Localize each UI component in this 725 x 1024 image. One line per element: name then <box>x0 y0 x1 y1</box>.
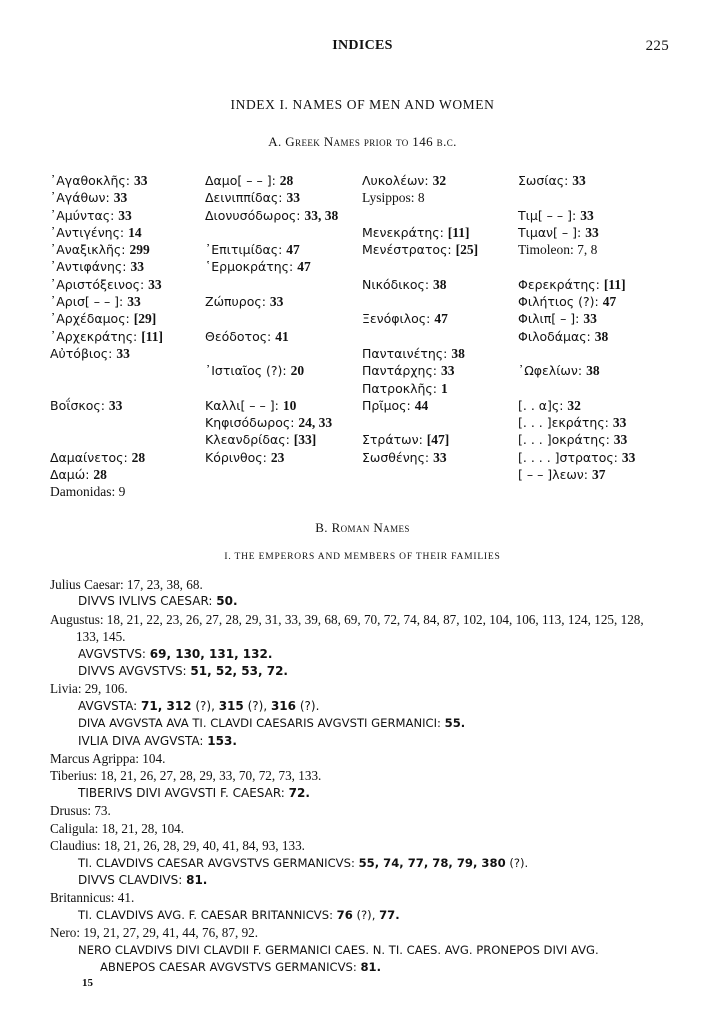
entry-reference: 33 <box>286 190 300 206</box>
entry-britannicus: Britannicus: 41. <box>50 890 135 906</box>
entry-reference: [47] <box>426 432 450 448</box>
entry-reference: 23 <box>270 449 285 465</box>
entry-reference: 28 <box>93 467 107 483</box>
spacer <box>518 380 635 397</box>
entry-name: Στράτων: <box>362 432 427 448</box>
index-entry <box>205 293 338 310</box>
spacer <box>50 362 163 379</box>
entry-name: Τιμαν[ – ]: <box>518 224 586 240</box>
entry-reference: 33 <box>612 415 627 431</box>
greek-column-4 <box>518 172 635 483</box>
index-entry <box>518 414 635 431</box>
inscription-line: DIVVS CLAVDIVS: 81. <box>78 872 208 887</box>
entry-name: Βοΐσκος: <box>50 397 109 413</box>
section-b-subtitle: I. THE EMPERORS AND MEMBERS OF THEIR FAMILIES <box>224 552 501 562</box>
index-entry <box>50 207 163 224</box>
entry-name: ᾽Αρχεκράτης: <box>50 328 142 344</box>
entry-reference: [33] <box>293 432 317 448</box>
index-entry <box>50 172 163 189</box>
entry-name: Ζώπυρος: <box>205 294 270 310</box>
entry-reference: 24, 33 <box>298 415 333 431</box>
inscription-line: IVLIA DIVA AVGVSTA: 153. <box>78 733 237 748</box>
page-number: 225 <box>645 38 669 54</box>
inscription-line: TI. CLAVDIVS AVG. F. CAESAR BRITANNICVS: 76 (?), 77. <box>78 907 400 922</box>
entry-reference: 47 <box>286 242 300 258</box>
index-entry <box>50 241 163 258</box>
spacer <box>50 431 163 448</box>
inscription-line: DIVVS AVGVSTVS: 51, 52, 53, 72. <box>78 664 288 679</box>
entry-nero: Nero: 19, 21, 27, 29, 41, 44, 76, 87, 92. <box>50 925 259 941</box>
index-entry <box>518 224 635 241</box>
spacer <box>205 224 338 241</box>
entry-name: Ξενόφιλος: <box>362 311 435 327</box>
index-entry <box>205 431 338 448</box>
index-entry <box>50 189 163 206</box>
entry-name: Πατροκλῆς: <box>362 380 441 396</box>
entry-name: Φερεκράτης: <box>518 276 604 292</box>
entry-reference: 33 <box>130 259 144 275</box>
inscription-line: TIBERIVS DIVI AVGVSTI F. CAESAR: 72. <box>78 785 310 800</box>
spacer <box>362 414 478 431</box>
entry-name: Φιλήτιος (?): <box>518 294 603 310</box>
entry-name: Διονυσόδωρος: <box>205 207 305 223</box>
entry-name: ᾽Αγάθων: <box>50 190 114 206</box>
entry-reference: 10 <box>282 397 297 413</box>
index-entry <box>518 241 635 258</box>
index-entry <box>518 449 635 466</box>
entry-reference: 32 <box>567 397 581 413</box>
entry-reference: [11] <box>141 328 163 344</box>
greek-column-1 <box>50 172 163 501</box>
index-entry <box>50 224 163 241</box>
entry-name: ᾽Αρχέδαμος: <box>50 311 134 327</box>
entry-livia: Livia: 29, 106. <box>50 681 128 697</box>
entry-reference: 47 <box>297 259 311 275</box>
index-entry <box>50 449 163 466</box>
section-b-title: B. Roman Names <box>315 520 410 535</box>
greek-column-3 <box>362 172 478 466</box>
entry-julius-caesar: Julius Caesar: 17, 23, 38, 68. <box>50 577 203 592</box>
index-entry <box>50 328 163 345</box>
entry-name: Δεινιππίδας: <box>205 190 287 206</box>
entry-name: [. . . . ]στρατος: <box>518 449 622 465</box>
entry-reference: [11] <box>603 276 626 292</box>
index-entry <box>50 293 163 310</box>
entry-reference: 33 <box>269 294 284 310</box>
entry-reference: 33 <box>108 397 123 413</box>
entry-reference: 33 <box>580 207 594 223</box>
index-entry <box>205 258 338 275</box>
spacer <box>50 380 163 397</box>
entry-name: Τιμ[ – – ]: <box>518 207 581 223</box>
index-entry <box>362 380 478 397</box>
index-entry <box>518 293 635 310</box>
index-entry <box>205 397 338 414</box>
entry-name: Νικόδικος: <box>362 276 434 292</box>
entry-name: Πρῖμος: <box>362 397 415 413</box>
index-entry <box>362 241 478 258</box>
spacer <box>362 207 478 224</box>
entry-claudius: Claudius: 18, 21, 26, 28, 29, 40, 41, 84, 93, 133. <box>50 838 305 854</box>
entry-name: Φιλοδάμας: <box>518 328 595 344</box>
entry-reference: 33 <box>572 173 586 188</box>
index-entry <box>205 414 338 431</box>
entry-reference: 38 <box>594 328 609 344</box>
index-entry <box>362 362 478 379</box>
entry-name: [. . α]ς: <box>518 397 568 413</box>
inscription-line: AVGVSTVS: 69, 130, 131, 132. <box>78 646 273 661</box>
entry-reference: 28 <box>279 173 294 188</box>
spacer <box>518 189 635 206</box>
entry-reference: 37 <box>591 467 606 483</box>
entry-name: Κόρινθος: <box>205 449 271 465</box>
entry-name: [. . . ]οκράτης: <box>518 432 614 448</box>
index-entry <box>362 276 478 293</box>
entry-reference: 33 <box>148 276 162 292</box>
spacer <box>518 345 635 362</box>
spacer <box>205 276 338 293</box>
inscription-line: DIVVS IVLIVS CAESAR: 50. <box>78 594 238 609</box>
signature-mark: 15 <box>82 977 93 989</box>
entry-reference: [29] <box>133 311 157 327</box>
index-entry <box>518 172 635 189</box>
spacer <box>205 310 338 327</box>
entry-name: ᾽Αρισ[ – – ]: <box>50 294 128 310</box>
index-entry <box>362 449 478 466</box>
entry-reference: 33 <box>585 224 599 240</box>
entry-reference: 33 <box>583 311 597 327</box>
entry-name: ᾽Αντιφάνης: <box>50 259 131 275</box>
entry-augustus: Augustus: 18, 21, 22, 23, 26, 27, 28, 29, 31, 33, 39, 68, 69, 70, 72, 74, 84, 87, 102, 104, 106, 113, 124, 125, 128, <box>50 611 644 627</box>
entry-name: Σωσίας: <box>518 173 573 188</box>
index-entry <box>518 310 635 327</box>
entry-name: Κλεανδρίδας: <box>205 432 294 448</box>
index-entry <box>205 207 338 224</box>
entry-reference: 33 <box>433 449 447 465</box>
index-entry <box>518 397 635 414</box>
index-entry <box>362 431 478 448</box>
entry-name: Πανταινέτης: <box>362 345 452 361</box>
inscription-line: TI. CLAVDIVS CAESAR AVGVSTVS GERMANICVS: 55, 74, 77, 78, 79, 380 (?). <box>78 855 529 870</box>
entry-name: ᾽Αντιγένης: <box>50 224 129 240</box>
entry-reference: 32 <box>432 173 447 188</box>
entry-reference: 47 <box>602 294 617 310</box>
entry-reference: [11] <box>447 224 470 240</box>
entry-reference: 33 <box>127 294 141 310</box>
index-entry <box>518 207 635 224</box>
index-entry <box>50 310 163 327</box>
entry-name: Παντάρχης: <box>362 363 441 379</box>
entry-name: Δαμαίνετος: <box>50 449 132 465</box>
spacer <box>362 258 478 275</box>
entry-name: ᾽Ωφελίων: <box>518 363 587 379</box>
index-entry <box>205 172 338 189</box>
index-entry <box>50 276 163 293</box>
spacer <box>205 345 338 362</box>
entry-name: ῾Ερμοκράτης: <box>205 259 298 275</box>
entry-reference: 1 <box>440 380 448 396</box>
entry-name: Δαμώ: <box>50 467 94 483</box>
entry-name: [ – – ]λεων: <box>518 467 592 483</box>
entry-name: Φιλιπ[ – ]: <box>518 311 584 327</box>
entry-augustus-cont: 133, 145. <box>76 629 126 645</box>
index-entry <box>518 328 635 345</box>
entry-name: Κηφισόδωρος: <box>205 415 299 431</box>
entry-name: Lysippos: 8 <box>362 190 425 206</box>
entry-name: Damonidas: 9 <box>50 484 126 500</box>
spacer <box>362 293 478 310</box>
index-entry <box>205 189 338 206</box>
entry-name: Λυκολέων: <box>362 173 433 188</box>
entry-tiberius: Tiberius: 18, 21, 26, 27, 28, 29, 33, 70, 72, 73, 133. <box>50 768 322 784</box>
index-entry <box>362 224 478 241</box>
entry-name: [. . . ]εκράτης: <box>518 415 613 431</box>
greek-column-2 <box>205 172 338 466</box>
entry-reference: 33 <box>133 173 148 188</box>
index-entry <box>518 466 635 483</box>
index-entry <box>50 397 163 414</box>
entry-marcus-agrippa: Marcus Agrippa: 104. <box>50 751 166 767</box>
index-entry <box>50 258 163 275</box>
entry-reference: 38 <box>586 363 600 379</box>
spacer <box>205 380 338 397</box>
entry-reference: 299 <box>129 242 150 258</box>
entry-name: ᾽Αριστόξεινος: <box>50 276 149 292</box>
entry-name: Σωσθένης: <box>362 449 434 465</box>
index-entry <box>518 276 635 293</box>
entry-name: Αὐτόβιος: <box>50 345 117 361</box>
index-entry <box>205 449 338 466</box>
entry-caligula: Caligula: 18, 21, 28, 104. <box>50 820 185 836</box>
entry-name: ᾽Αγαθοκλῆς: <box>50 173 134 188</box>
index-title: INDEX I. NAMES OF MEN AND WOMEN <box>230 97 495 112</box>
spacer <box>362 328 478 345</box>
entry-reference: 33 <box>118 207 132 223</box>
entry-reference: 47 <box>434 311 448 327</box>
index-entry <box>518 431 635 448</box>
index-entry <box>205 328 338 345</box>
entry-drusus: Drusus: 73. <box>50 803 111 819</box>
entry-reference: 44 <box>414 397 429 413</box>
spacer <box>518 258 635 275</box>
inscription-line: NERO CLAVDIVS DIVI CLAVDII F. GERMANICI CAES. N. TI. CAES. AVG. PRONEPOS DIVI AVG. <box>78 942 599 957</box>
entry-reference: 28 <box>131 449 146 465</box>
entry-reference: [25] <box>455 242 479 258</box>
entry-reference: 33 <box>621 449 636 465</box>
entry-reference: 33, 38 <box>304 207 339 223</box>
inscription-line: AVGVSTA: 71, 312 (?), 315 (?), 316 (?). <box>78 698 320 713</box>
section-a-title: A. Greek Names prior to 146 b.c. <box>268 134 457 149</box>
index-entry <box>362 189 478 206</box>
index-entry <box>362 172 478 189</box>
index-entry <box>205 362 338 379</box>
entry-name: Θεόδοτος: <box>205 328 276 344</box>
inscription-line: ABNEPOS CAESAR AVGVSTVS GERMANICVS: 81. <box>100 959 382 974</box>
spacer <box>50 414 163 431</box>
entry-reference: 38 <box>451 345 465 361</box>
entry-reference: 14 <box>128 224 142 240</box>
entry-reference: 33 <box>113 190 128 206</box>
entry-name: Δαμο[ – – ]: <box>205 173 280 188</box>
index-entry <box>362 345 478 362</box>
entry-name: Καλλι[ – – ]: <box>205 397 283 413</box>
entry-name: ᾽Ιστιαῖος (?): <box>205 363 291 379</box>
roman-names-list <box>50 576 675 976</box>
entry-reference: 41 <box>275 328 289 344</box>
entry-reference: 38 <box>433 276 447 292</box>
index-entry <box>50 466 163 483</box>
index-entry <box>50 345 163 362</box>
running-title: INDICES <box>332 38 393 53</box>
entry-reference: 33 <box>441 363 455 379</box>
index-entry <box>362 310 478 327</box>
index-entry <box>362 397 478 414</box>
entry-name: Μενέστρατος: <box>362 242 456 258</box>
entry-name: Timoleon: 7, 8 <box>518 242 598 258</box>
entry-reference: 33 <box>116 345 130 361</box>
entry-reference: 20 <box>290 363 305 379</box>
index-entry <box>518 362 635 379</box>
entry-name: ᾽Επιτιμίδας: <box>205 242 287 258</box>
inscription-line: DIVA AVGVSTA AVA TI. CLAVDI CAESARIS AVGVSTI GERMANICI: 55. <box>78 716 466 731</box>
index-entry <box>50 483 163 500</box>
entry-name: ᾽Αναξικλῆς: <box>50 242 130 258</box>
entry-name: ᾽Αμύντας: <box>50 207 119 223</box>
entry-reference: 33 <box>613 432 628 448</box>
index-entry <box>205 241 338 258</box>
entry-name: Μενεκράτης: <box>362 224 448 240</box>
